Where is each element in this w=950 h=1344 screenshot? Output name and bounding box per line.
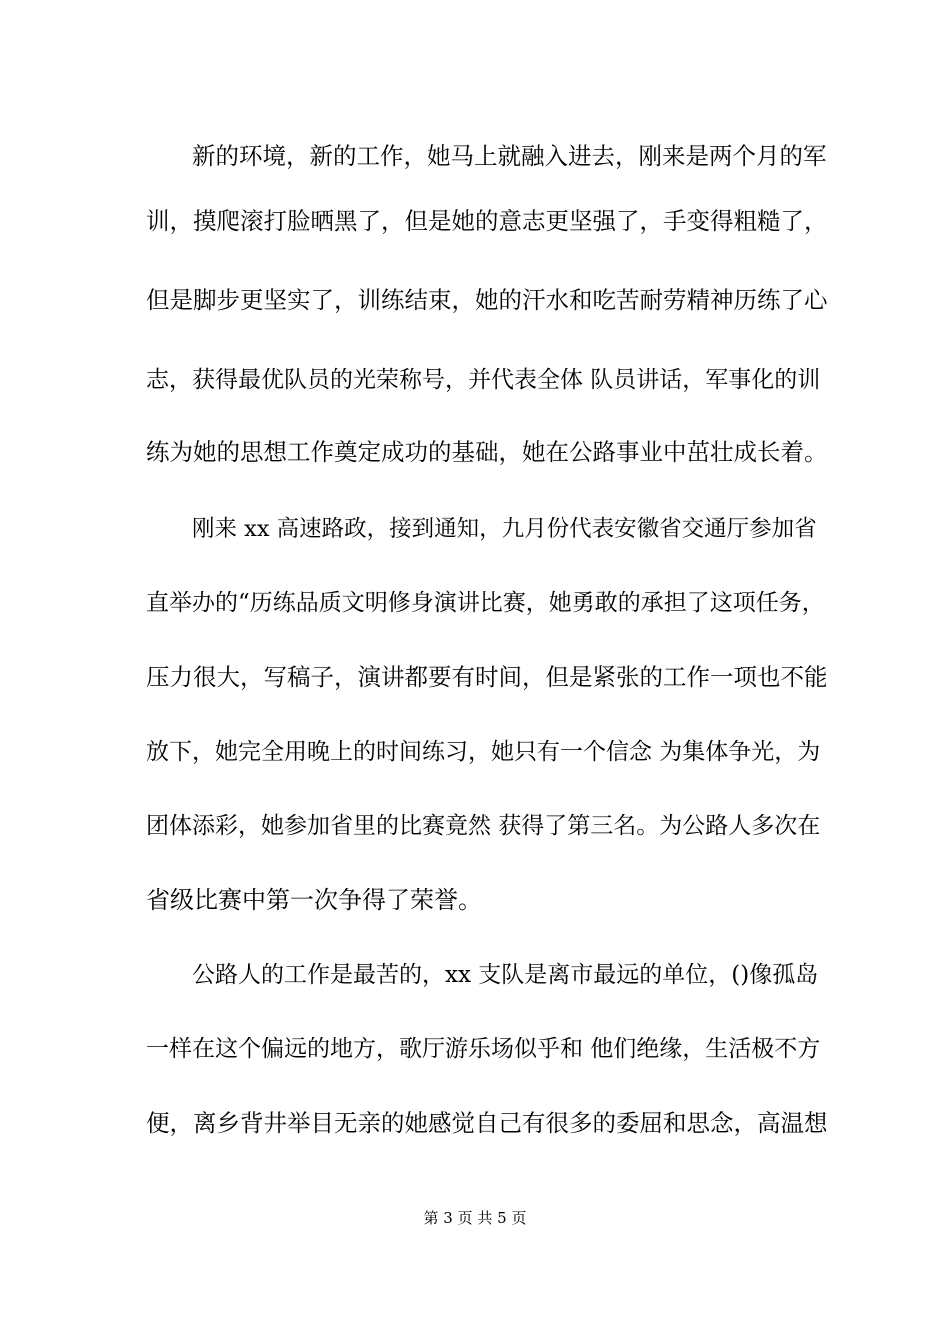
paragraph-line: 训，摸爬滚打脸晒黑了，但是她的意志更坚强了，手变得粗糙了， — [146, 207, 828, 235]
page-number-footer: 第 3 页 共 5 页 — [423, 1209, 527, 1227]
paragraph-line: 但是脚步更坚实了，训练结束，她的汗水和吃苦耐劳精神历练了心 — [146, 286, 828, 314]
paragraph-line: 省级比赛中第一次争得了荣誉。 — [146, 886, 482, 914]
paragraph-line: 压力很大，写稿子，演讲都要有时间，但是紧张的工作一项也不能 — [146, 663, 828, 691]
paragraph-line: 直举办的“历练品质文明修身演讲比赛，她勇敢的承担了这项任务， — [146, 590, 825, 616]
paragraph-line: 便，离乡背井举目无亲的她感觉自己有很多的委屈和思念，高温想 — [146, 1109, 828, 1137]
paragraph-line: 新的环境，新的工作，她马上就融入进去，刚来是两个月的军 — [192, 142, 827, 170]
paragraph-line: 刚来 xx 高速路政，接到通知，九月份代表安徽省交通厅参加省 — [192, 516, 817, 542]
paragraph-line: 放下，她完全用晚上的时间练习，她只有一个信念 为集体争光，为 — [146, 739, 821, 765]
paragraph-line: 志，获得最优队员的光荣称号，并代表全体 队员讲话，军事化的训 — [146, 367, 821, 393]
paragraph-line: 一样在这个偏远的地方，歌厅游乐场似乎和 他们绝缘，生活极不方 — [146, 1036, 821, 1062]
paragraph-line: 练为她的思想工作奠定成功的基础，她在公路事业中茁壮成长着。 — [146, 438, 828, 466]
paragraph-line: 公路人的工作是最苦的，xx 支队是离市最远的单位，()像孤岛 — [192, 962, 819, 988]
paragraph-line: 团体添彩，她参加省里的比赛竟然 获得了第三名。为公路人多次在 — [146, 813, 821, 839]
